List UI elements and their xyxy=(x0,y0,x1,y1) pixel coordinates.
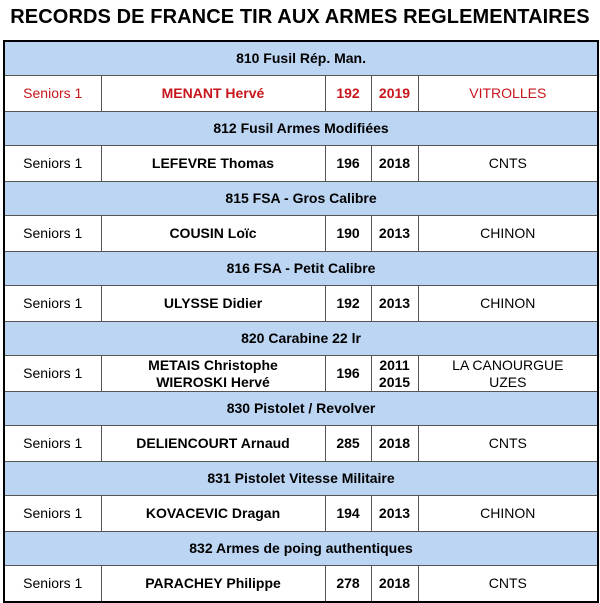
section-heading: 832 Armes de poing authentiques xyxy=(4,532,598,566)
record-year xyxy=(371,566,418,603)
record-year-line: 2013 xyxy=(378,295,411,311)
record-year-line: 2011 xyxy=(379,356,410,373)
record-holder xyxy=(101,496,325,532)
record-year xyxy=(371,146,418,182)
section-heading-row xyxy=(4,112,598,146)
section-heading: 815 FSA - Gros Calibre xyxy=(4,182,598,216)
record-club-line: UZES xyxy=(489,373,527,390)
record-club-line: CHINON xyxy=(480,225,536,241)
record-score: 190 xyxy=(325,216,371,252)
record-club-line: CNTS xyxy=(488,435,527,451)
record-holder-line: METAIS Christophe xyxy=(148,356,278,373)
record-score: 192 xyxy=(325,76,371,112)
section-heading: 812 Fusil Armes Modifiées xyxy=(4,112,598,146)
record-row xyxy=(4,286,598,322)
record-holder xyxy=(101,76,325,112)
section-heading-row xyxy=(4,182,598,216)
record-row xyxy=(4,566,598,603)
record-row xyxy=(4,496,598,532)
record-score: 285 xyxy=(325,426,371,462)
record-holder-line: DELIENCOURT Arnaud xyxy=(136,435,290,451)
record-holder xyxy=(101,286,325,322)
section-heading-row xyxy=(4,41,598,76)
record-score: 192 xyxy=(325,286,371,322)
record-row xyxy=(4,426,598,462)
section-heading-row xyxy=(4,252,598,286)
section-heading: 820 Carabine 22 lr xyxy=(4,322,598,356)
record-year xyxy=(371,286,418,322)
record-score: 196 xyxy=(325,146,371,182)
record-year-line: 2018 xyxy=(378,435,411,451)
record-holder-line: ULYSSE Didier xyxy=(163,295,263,311)
record-club xyxy=(418,76,598,112)
record-category: Seniors 1 xyxy=(4,146,101,182)
record-year xyxy=(371,356,418,392)
record-club xyxy=(418,566,598,603)
record-category: Seniors 1 xyxy=(4,216,101,252)
record-club xyxy=(418,216,598,252)
record-category: Seniors 1 xyxy=(4,76,101,112)
record-row xyxy=(4,76,598,112)
record-year-line: 2018 xyxy=(378,155,411,171)
section-heading-row xyxy=(4,532,598,566)
record-holder-line: WIEROSKI Hervé xyxy=(156,373,270,390)
record-year-line: 2019 xyxy=(378,85,411,101)
record-holder-line: MENANT Hervé xyxy=(161,85,265,101)
section-heading-row xyxy=(4,462,598,496)
record-club-line: CNTS xyxy=(488,155,527,171)
record-category: Seniors 1 xyxy=(4,496,101,532)
record-year xyxy=(371,216,418,252)
record-year-line: 2015 xyxy=(378,373,411,390)
record-year-line: 2018 xyxy=(378,575,411,591)
record-club xyxy=(418,356,598,392)
record-club xyxy=(418,496,598,532)
record-holder xyxy=(101,356,325,392)
section-heading: 810 Fusil Rép. Man. xyxy=(4,41,598,76)
record-score: 278 xyxy=(325,566,371,603)
record-holder-line: KOVACEVIC Dragan xyxy=(145,505,281,521)
record-club-line: CHINON xyxy=(480,505,536,521)
record-holder-line: PARACHEY Philippe xyxy=(145,575,281,591)
section-heading: 830 Pistolet / Revolver xyxy=(4,392,598,426)
record-holder xyxy=(101,146,325,182)
record-holder xyxy=(101,216,325,252)
record-holder-line: COUSIN Loïc xyxy=(169,225,257,241)
record-year xyxy=(371,76,418,112)
section-heading-row xyxy=(4,392,598,426)
page-title: RECORDS DE FRANCE TIR AUX ARMES REGLEMENTAIRES xyxy=(10,6,590,28)
record-club xyxy=(418,286,598,322)
section-heading-row xyxy=(4,322,598,356)
records-table xyxy=(3,40,599,603)
record-holder-line: LEFEVRE Thomas xyxy=(151,155,275,171)
record-holder xyxy=(101,566,325,603)
record-category: Seniors 1 xyxy=(4,566,101,603)
records-table-body xyxy=(4,41,598,602)
record-club-line: LA CANOURGUE xyxy=(452,356,564,373)
section-heading: 831 Pistolet Vitesse Militaire xyxy=(4,462,598,496)
record-club xyxy=(418,426,598,462)
record-club-line: CHINON xyxy=(480,295,536,311)
record-category: Seniors 1 xyxy=(4,286,101,322)
record-year xyxy=(371,426,418,462)
record-category: Seniors 1 xyxy=(4,356,101,392)
record-holder xyxy=(101,426,325,462)
record-club-line: CNTS xyxy=(488,575,527,591)
section-heading: 816 FSA - Petit Calibre xyxy=(4,252,598,286)
record-club xyxy=(418,146,598,182)
record-row xyxy=(4,216,598,252)
record-row xyxy=(4,146,598,182)
record-row xyxy=(4,356,598,392)
record-club-line: VITROLLES xyxy=(469,85,547,101)
record-year-line: 2013 xyxy=(378,505,411,521)
record-score: 194 xyxy=(325,496,371,532)
record-category: Seniors 1 xyxy=(4,426,101,462)
record-score: 196 xyxy=(325,356,371,392)
record-year xyxy=(371,496,418,532)
record-year-line: 2013 xyxy=(378,225,411,241)
